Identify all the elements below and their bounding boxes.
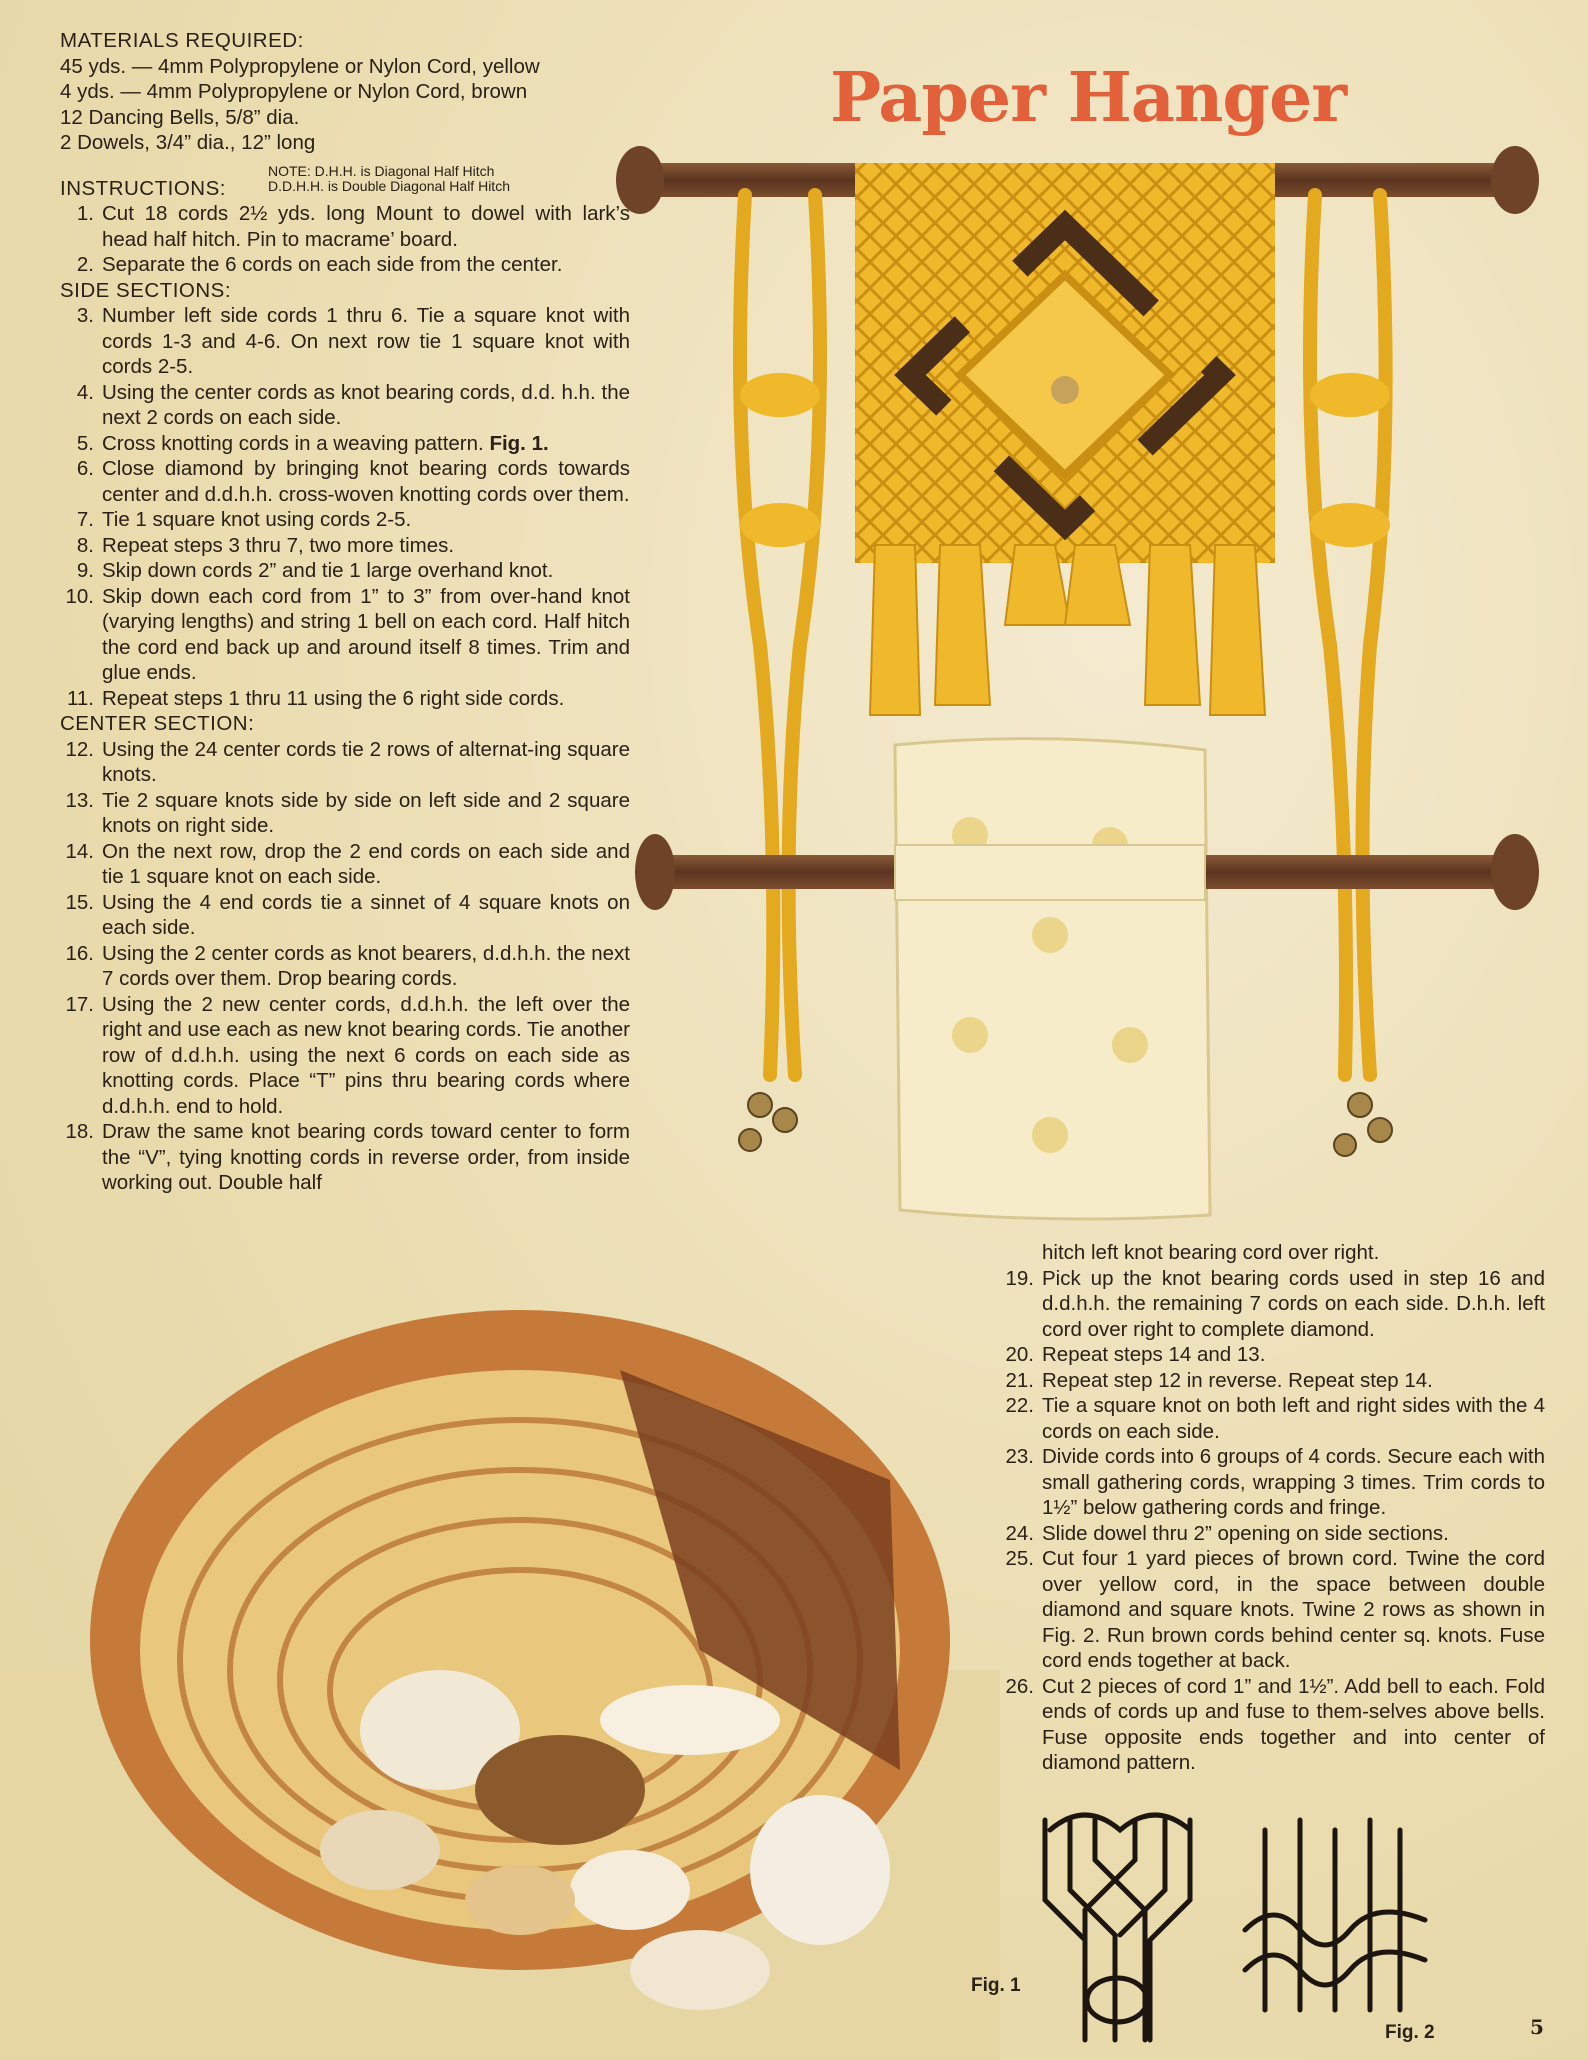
instruction-step <box>60 558 630 584</box>
step-number: 24. <box>1005 1521 1034 1545</box>
step-number: 18. <box>65 1120 94 1143</box>
page-number: 5 <box>1530 2015 1544 2039</box>
instruction-step <box>60 992 630 1120</box>
center-section-heading: CENTER SECTION: <box>60 712 255 735</box>
step-number: 19. <box>1005 1266 1034 1290</box>
fig-2-label: Fig. 2 <box>1385 2022 1435 2043</box>
step-number: 2. <box>76 253 94 276</box>
step-text: Separate the 6 cords on each side from the center. <box>102 253 563 276</box>
instruction-step <box>60 533 630 559</box>
step-number: 21. <box>1005 1368 1034 1392</box>
step-text: Draw the same knot bearing cords toward center to form the “V”, tying knotting cords in reverse order, from inside working out. Double half <box>102 1120 630 1194</box>
step-number: 3. <box>76 304 94 327</box>
step-number: 25. <box>1005 1547 1034 1570</box>
step-text: Using the 2 new center cords, d.d.h.h. the left over the right and use each as new knot bearing cords. Tie another row of d.d.h.h. using the next 6 cords on each side as knotting cords. Place “T” pins thru bearing cords where d.d.h.h. end to hold. <box>102 992 630 1118</box>
step-number: 23. <box>1005 1445 1034 1468</box>
step-text: Repeat step 12 in reverse. Repeat step 14. <box>1042 1368 1433 1392</box>
macrame-hanger-photo <box>610 145 1550 1235</box>
note-line: NOTE: D.H.H. is Diagonal Half Hitch <box>268 163 495 179</box>
instruction-step <box>60 737 630 788</box>
step-text: Cut 18 cords 2½ yds. long Mount to dowel with lark’s head half hitch. Pin to macrame’ board. <box>102 202 630 251</box>
step-number: 14. <box>65 839 94 863</box>
instruction-step <box>60 584 630 686</box>
step-number: 5. <box>76 431 94 455</box>
step-text: Using the 24 center cords tie 2 rows of alternat-ing square knots. <box>102 737 630 786</box>
step-number: 22. <box>1005 1394 1034 1417</box>
step-text: Cross knotting cords in a weaving pattern. <box>102 431 484 455</box>
instruction-step <box>1000 1368 1545 1394</box>
instruction-step <box>60 686 630 712</box>
step-text: Skip down cords 2” and tie 1 large overhand knot. <box>102 559 554 582</box>
step-number: 10. <box>65 584 94 608</box>
step-text: Cut 2 pieces of cord 1” and 1½”. Add bell to each. Fold ends of cords up and fuse to them-selves above bells. Fuse opposite ends together and into center of diamond pattern. <box>1042 1674 1545 1774</box>
step-text: Using the 2 center cords as knot bearers, d.d.h.h. the next 7 cords over them. Drop bearing cords. <box>102 941 630 990</box>
step-text: Repeat steps 14 and 13. <box>1042 1343 1266 1366</box>
step-number: 26. <box>1005 1674 1034 1698</box>
instruction-step <box>60 252 630 278</box>
instruction-step <box>1000 1521 1545 1547</box>
material-item: 12 Dancing Bells, 5/8” dia. <box>60 105 300 129</box>
step-text: Repeat steps 3 thru 7, two more times. <box>102 533 455 557</box>
step-number: 20. <box>1005 1343 1034 1366</box>
step-number: 9. <box>76 559 94 582</box>
material-item: 4 yds. — 4mm Polypropylene or Nylon Cord, brown <box>60 80 528 103</box>
step-number: 13. <box>65 788 94 812</box>
step-text: Using the center cords as knot bearing cords, d.d. h.h. the next 2 cords on each side. <box>102 380 630 429</box>
figure-reference: Fig. 1. <box>489 431 549 455</box>
knot-figures <box>965 1800 1445 2050</box>
material-item: 2 Dowels, 3/4” dia., 12” long <box>60 131 316 154</box>
step-number: 12. <box>65 737 94 761</box>
instruction-step <box>1000 1393 1545 1444</box>
instruction-step <box>60 380 630 431</box>
step-number: 6. <box>76 457 94 480</box>
side-sections-heading: SIDE SECTIONS: <box>60 278 232 302</box>
step-number: 8. <box>76 533 94 557</box>
fig-2-diagram <box>1235 1810 1435 2040</box>
instructions-heading: INSTRUCTIONS: <box>60 176 226 200</box>
instruction-step <box>60 788 630 839</box>
instruction-step <box>60 201 630 252</box>
note-line: D.D.H.H. is Double Diagonal Half Hitch <box>268 178 510 194</box>
instruction-step <box>1000 1546 1545 1674</box>
abbreviation-note <box>268 164 638 194</box>
instruction-step <box>60 1119 630 1196</box>
materials-heading: MATERIALS REQUIRED: <box>60 29 304 52</box>
continued-text: hitch left knot bearing cord over right. <box>1042 1241 1380 1264</box>
step-text: Divide cords into 6 groups of 4 cords. Secure each with small gathering cords, wrapping 3 times. Trim cords to 1½” below gathering cords and fringe. <box>1042 1445 1545 1519</box>
fig-1-diagram <box>1025 1800 1225 2050</box>
step-number: 4. <box>76 380 94 404</box>
step-text: Close diamond by bringing knot bearing cords towards center and d.d.h.h. cross-woven knotting cords over them. <box>102 457 630 506</box>
page-title: Paper Hanger <box>830 58 1347 138</box>
step-text: Number left side cords 1 thru 6. Tie a square knot with cords 1-3 and 4-6. On next row tie 1 square knot with cords 2-5. <box>102 304 630 378</box>
instruction-step <box>60 507 630 533</box>
instruction-step <box>60 456 630 507</box>
step-text: Repeat steps 1 thru 11 using the 6 right side cords. <box>102 686 565 710</box>
instruction-step <box>60 303 630 380</box>
step-number: 7. <box>76 508 94 531</box>
step-text: Tie 2 square knots side by side on left side and 2 square knots on right side. <box>102 788 630 837</box>
step-text: Cut four 1 yard pieces of brown cord. Twine the cord over yellow cord, in the space between double diamond and square knots. Twine 2 rows as shown in Fig. 2. Run brown cords behind center sq. knots. Fuse cord ends together at back. <box>1042 1547 1545 1672</box>
step-text: On the next row, drop the 2 end cords on each side and tie 1 square knot on each side. <box>102 839 630 888</box>
instruction-step <box>1000 1266 1545 1343</box>
step-text: Tie a square knot on both left and right sides with the 4 cords on each side. <box>1042 1394 1545 1443</box>
material-item: 45 yds. — 4mm Polypropylene or Nylon Cord, yellow <box>60 54 540 78</box>
step-text: Using the 4 end cords tie a sinnet of 4 square knots on each side. <box>102 890 630 939</box>
instruction-step <box>60 431 630 457</box>
instruction-step <box>1000 1444 1545 1521</box>
step-number: 1. <box>76 202 94 225</box>
left-text-column <box>60 28 630 1196</box>
step-number: 11. <box>67 686 94 710</box>
right-text-column <box>1000 1240 1545 1776</box>
step-text: Pick up the knot bearing cords used in step 16 and d.d.h.h. the remaining 7 cords on each side. D.h.h. left cord over right to complete diamond. <box>1042 1266 1545 1341</box>
instruction-step <box>1000 1674 1545 1776</box>
step-text: Skip down each cord from 1” to 3” from over-hand knot (varying lengths) and string 1 bell on each cord. Half hitch the cord end back up and around itself 8 times. Trim and glue ends. <box>102 584 630 684</box>
instruction-step <box>1000 1342 1545 1368</box>
step-number: 15. <box>65 890 94 914</box>
step-number: 17. <box>65 992 94 1016</box>
step-text: Tie 1 square knot using cords 2-5. <box>102 508 412 531</box>
fig-1-label: Fig. 1 <box>971 1975 1021 1996</box>
basket-with-shells-photo <box>0 1250 1000 2060</box>
instruction-step <box>60 839 630 890</box>
instruction-step <box>60 890 630 941</box>
step-text: Slide dowel thru 2” opening on side sections. <box>1042 1521 1449 1545</box>
step-number: 16. <box>65 941 94 965</box>
instruction-step <box>60 941 630 992</box>
